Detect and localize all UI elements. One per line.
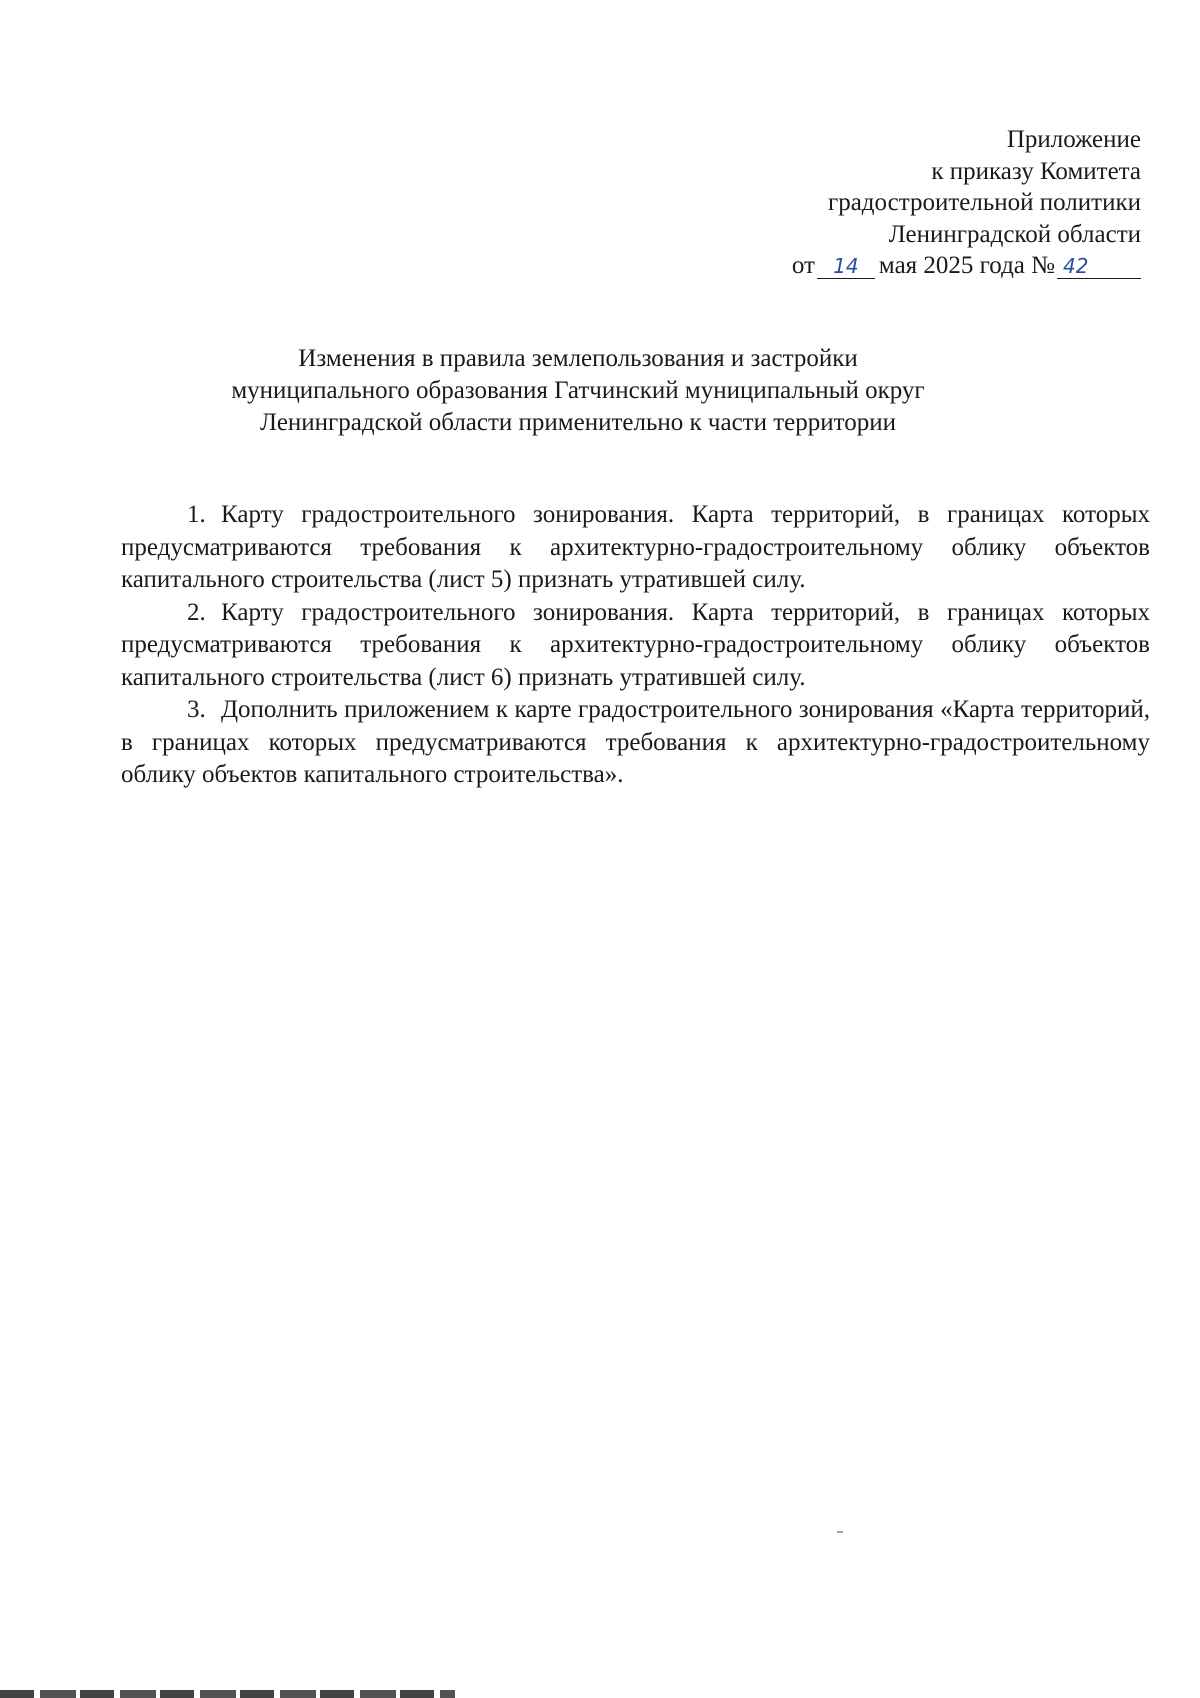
document-title: [120, 343, 1036, 439]
item-text: Дополнить приложением к карте градостроительного зонирования «Карта территорий, в границах которых предусматриваются требования к архитектурно-градостроительному облику объектов капитального строительства».: [121, 696, 1150, 788]
appendix-order-ref: к приказу Комитета: [931, 157, 1141, 185]
appendix-committee: градостроительной политики: [827, 189, 1141, 216]
scan-edge-artifact: [0, 1690, 455, 1698]
appendix-label: Приложение: [1006, 126, 1141, 153]
title-line-3: Ленинградской области применительно к части территории: [260, 409, 896, 436]
list-item: [121, 499, 1150, 597]
list-item: [121, 694, 1150, 792]
item-number: 2.: [187, 598, 206, 626]
appendix-header: [792, 124, 1141, 282]
date-prefix: от: [791, 252, 815, 279]
title-line-1: Изменения в правила землепользования и застройки: [298, 345, 858, 372]
document-body: [121, 499, 1150, 792]
appendix-region: Ленинградской области: [888, 220, 1141, 248]
item-number: 1.: [187, 501, 206, 528]
title-line-2: муниципального образования Гатчинский муниципальный округ: [231, 377, 925, 404]
item-text: Карту градостроительного зонирования. Карта территорий, в границах которых предусматриваются требования к архитектурно-градостроительному облику объектов капитального строительства (лист 6) признать утратившей силу.: [121, 598, 1150, 691]
appendix-date-line: [792, 250, 1141, 282]
handwritten-day: 14: [817, 254, 875, 279]
scan-speck: [837, 1531, 843, 1533]
item-text: Карту градостроительного зонирования. Карта территорий, в границах которых предусматриваются требования к архитектурно-градостроительному облику объектов капитального строительства (лист 5) признать утратившей силу.: [121, 501, 1150, 593]
list-item: [121, 597, 1150, 695]
date-middle: мая 2025 года №: [878, 252, 1055, 279]
item-number: 3.: [187, 696, 206, 723]
handwritten-order-number: 42: [1057, 254, 1141, 279]
